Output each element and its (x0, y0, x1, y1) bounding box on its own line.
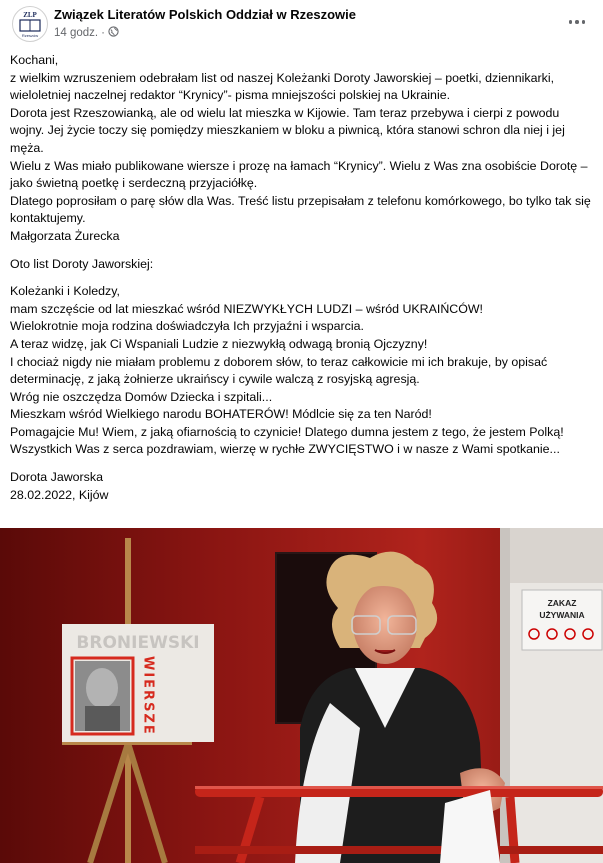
avatar-text-bottom: Rzeszów (21, 33, 39, 38)
post-photo[interactable] (0, 528, 603, 863)
sign-line1: ZAKAZ (547, 598, 577, 608)
sign-line2: UŻYWANIA (539, 610, 585, 620)
more-icon-dot (569, 20, 573, 24)
meta-separator: · (101, 27, 105, 39)
post-meta (54, 26, 119, 40)
post-paragraph-letter-intro: Oto list Doroty Jaworskiej: (10, 256, 154, 271)
poster-vertical: WIERSZE (140, 656, 156, 736)
post-header (0, 0, 603, 46)
poster-title: BRONIEWSKI (76, 633, 200, 653)
post-paragraph-signature: Dorota Jaworska 28.02.2022, Kijów (10, 470, 109, 502)
avatar-text-top: ZLP (23, 11, 37, 19)
page-avatar[interactable] (12, 6, 48, 42)
post-paragraph-letter: Koleżanki i Koledzy, mam szczęście od lat mieszkać wśród NIEZWYKŁYCH LUDZI – wśród UKRAIŃCÓW! Wielokrotnie moja rodzina doświadczyła Ich przyjaźni i wsparcia. A teraz widzę, jak Ci Wspaniali Ludzie z niezwykłą odwagą bronią Ojczyzny! I chociaż nigdy nie miałam problemu z doborem słów, to teraz całkowicie mi ich brakuje, by opisać determinację, z jaką żołnierze ukraińscy i cywile walczą z rosyjską agresją. Wróg nie oszczędza Domów Dziecka i szpitali... Mieszkam wśród Wielkiego narodu BOHATERÓW! Módlcie się za ten Naród! Pomagajcie Mu! Wiem, z jaką ofiarnością to czynicie! Dlatego dumna jestem z tego, że jestem Polką! Wszystkich Was z serca pozdrawiam, wierzę w rychłe ZWYCIĘSTWO i w nasze z Wami spotkanie... (10, 284, 564, 457)
more-icon-dot (582, 20, 586, 24)
more-icon-dot (575, 20, 579, 24)
page-name-link[interactable]: Związek Literatów Polskich Oddział w Rzeszowie (54, 7, 356, 22)
globe-icon (108, 26, 119, 40)
post-text (10, 52, 595, 504)
more-options-button[interactable] (563, 10, 591, 34)
post-paragraph-intro: Kochani, z wielkim wzruszeniem odebrałam list od naszej Koleżanki Doroty Jaworskiej – poetki, dziennikarki, wieloletniej naczelnej redaktor “Krynicy”- pisma mniejszości polskiej na Ukrainie. Dorota jest Rzeszowianką, ale od wielu lat mieszka w Kijowie. Tam teraz przebywa i cierpi z powodu wojny. Jej życie toczy się pomiędzy mieszkaniem w bloku a piwnicą, która stanowi schron dla niej i jej męża. Wielu z Was miało publikowane wiersze i prozę na łamach “Krynicy”. Wielu z Was zna osobiście Dorotę – jako świetną poetkę i serdeczną przyjaciółkę. Dlatego poprosiłam o parę słów dla Was. Treść listu przepisałam z telefonu komórkowego, bo tylko tak się kontaktujemy. Małgorzata Żurecka (10, 53, 591, 243)
post-time[interactable]: 14 godz. (54, 27, 99, 39)
